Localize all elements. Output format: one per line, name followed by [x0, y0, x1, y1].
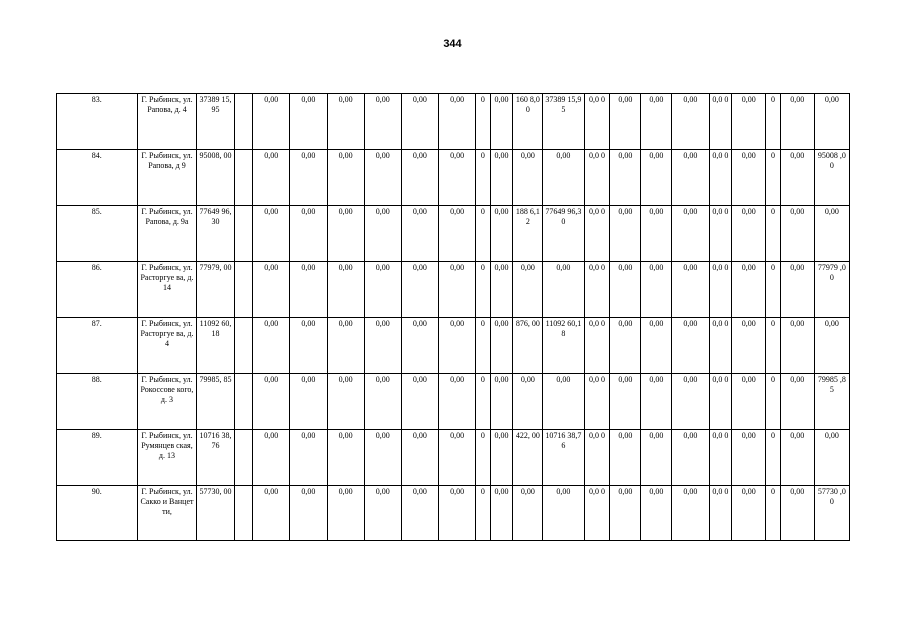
value-cell: 0,00 [641, 206, 672, 262]
value-cell: 0,00 [364, 206, 401, 262]
value-cell: 0,00 [327, 374, 364, 430]
value-cell: 0,0 0 [584, 94, 610, 150]
table-row [57, 374, 850, 430]
value-cell [234, 206, 253, 262]
total-cell: 11092 60,18 [197, 318, 234, 374]
value-cell: 0,00 [543, 374, 584, 430]
value-cell: 0,00 [610, 150, 641, 206]
table-row [57, 150, 850, 206]
value-cell: 0,00 [290, 318, 327, 374]
value-cell: 0 [476, 318, 490, 374]
value-cell: 0,0 0 [709, 262, 732, 318]
value-cell: 0,00 [543, 486, 584, 541]
value-cell: 0 [766, 206, 780, 262]
value-cell: 0,0 0 [584, 374, 610, 430]
value-cell: 0,00 [732, 486, 766, 541]
value-cell: 0,00 [253, 486, 290, 541]
address-cell: Г. Рыбинск, ул. Рапова, д. 4 [137, 94, 197, 150]
value-cell: 0,00 [401, 430, 438, 486]
value-cell: 0,00 [814, 94, 849, 150]
value-cell: 0,00 [780, 430, 814, 486]
value-cell: 0,00 [490, 486, 513, 541]
value-cell: 0,00 [253, 206, 290, 262]
value-cell: 0,00 [253, 374, 290, 430]
value-cell: 0 [766, 430, 780, 486]
value-cell: 0,00 [364, 262, 401, 318]
total-cell: 57730, 00 [197, 486, 234, 541]
value-cell: 37389 15,95 [543, 94, 584, 150]
total-cell: 95008, 00 [197, 150, 234, 206]
value-cell: 0,00 [364, 486, 401, 541]
value-cell: 0 [476, 206, 490, 262]
value-cell: 0,00 [780, 486, 814, 541]
value-cell: 0,00 [610, 486, 641, 541]
value-cell: 0,00 [290, 374, 327, 430]
value-cell: 0,00 [327, 486, 364, 541]
value-cell: 0,00 [401, 150, 438, 206]
value-cell: 0 [766, 486, 780, 541]
value-cell: 0,00 [672, 374, 709, 430]
value-cell: 0 [766, 94, 780, 150]
row-number-cell: 90. [57, 486, 138, 541]
value-cell: 0 [476, 262, 490, 318]
value-cell: 0,00 [327, 94, 364, 150]
address-cell: Г. Рыбинск, ул. Рапова, д. 9а [137, 206, 197, 262]
value-cell: 0,00 [513, 486, 543, 541]
value-cell: 0,00 [732, 262, 766, 318]
value-cell: 0,00 [253, 318, 290, 374]
value-cell: 0,00 [327, 262, 364, 318]
value-cell: 0,00 [513, 374, 543, 430]
value-cell: 0,00 [610, 262, 641, 318]
value-cell: 0,00 [253, 430, 290, 486]
value-cell: 0,00 [672, 430, 709, 486]
value-cell: 0,00 [290, 206, 327, 262]
value-cell: 0,0 0 [709, 374, 732, 430]
value-cell: 0,0 0 [709, 206, 732, 262]
value-cell: 77979 ,00 [814, 262, 849, 318]
row-number-cell: 84. [57, 150, 138, 206]
value-cell: 0 [766, 150, 780, 206]
value-cell: 0,00 [364, 94, 401, 150]
value-cell: 0,0 0 [584, 486, 610, 541]
address-cell: Г. Рыбинск, ул. Румянцев ская, д. 13 [137, 430, 197, 486]
value-cell: 0,00 [253, 94, 290, 150]
value-cell: 0,00 [610, 206, 641, 262]
table-row [57, 430, 850, 486]
value-cell: 11092 60,18 [543, 318, 584, 374]
row-number-cell: 88. [57, 374, 138, 430]
value-cell: 0,0 0 [584, 150, 610, 206]
value-cell: 0,00 [401, 374, 438, 430]
row-number-cell: 85. [57, 206, 138, 262]
value-cell: 0,00 [732, 430, 766, 486]
value-cell: 0,00 [610, 94, 641, 150]
value-cell: 0,00 [253, 262, 290, 318]
value-cell: 0,00 [401, 262, 438, 318]
value-cell: 0,0 0 [584, 318, 610, 374]
value-cell: 0,00 [814, 318, 849, 374]
value-cell: 0,0 0 [709, 150, 732, 206]
value-cell: 0,00 [439, 150, 476, 206]
value-cell: 0,00 [490, 430, 513, 486]
total-cell: 77649 96,30 [197, 206, 234, 262]
value-cell: 0 [766, 262, 780, 318]
value-cell: 0,0 0 [584, 206, 610, 262]
value-cell: 0,00 [290, 150, 327, 206]
value-cell: 0 [476, 94, 490, 150]
value-cell: 0,00 [439, 374, 476, 430]
value-cell: 0 [766, 374, 780, 430]
address-cell: Г. Рыбинск, ул. Расторгуе ва, д. 4 [137, 318, 197, 374]
value-cell: 0,00 [327, 150, 364, 206]
value-cell: 0,00 [490, 262, 513, 318]
total-cell: 37389 15,95 [197, 94, 234, 150]
value-cell: 0,00 [780, 262, 814, 318]
value-cell: 0,00 [641, 262, 672, 318]
value-cell: 0,00 [290, 94, 327, 150]
value-cell: 0,00 [732, 94, 766, 150]
address-cell: Г. Рыбинск, ул. Рокоссове кого, д. 3 [137, 374, 197, 430]
value-cell [234, 150, 253, 206]
value-cell: 0,00 [513, 150, 543, 206]
row-number-cell: 89. [57, 430, 138, 486]
table-row [57, 94, 850, 150]
value-cell: 0,00 [814, 430, 849, 486]
row-number-cell: 86. [57, 262, 138, 318]
value-cell: 0,00 [401, 206, 438, 262]
value-cell: 0,00 [732, 374, 766, 430]
value-cell: 0,00 [672, 94, 709, 150]
value-cell: 0,00 [327, 430, 364, 486]
address-cell: Г. Рыбинск, ул. Расторгуе ва, д. 14 [137, 262, 197, 318]
value-cell: 0 [766, 318, 780, 374]
total-cell: 79985, 85 [197, 374, 234, 430]
value-cell: 0,00 [401, 318, 438, 374]
value-cell: 0,00 [780, 318, 814, 374]
value-cell: 0,00 [439, 206, 476, 262]
value-cell: 95008 ,00 [814, 150, 849, 206]
value-cell [234, 94, 253, 150]
value-cell: 0,00 [732, 150, 766, 206]
value-cell: 0,00 [490, 150, 513, 206]
value-cell: 0,00 [610, 374, 641, 430]
value-cell: 0,00 [490, 94, 513, 150]
value-cell: 77649 96,30 [543, 206, 584, 262]
value-cell [234, 374, 253, 430]
value-cell: 0,0 0 [709, 318, 732, 374]
table-row [57, 206, 850, 262]
value-cell: 0,00 [327, 318, 364, 374]
value-cell: 0,00 [641, 430, 672, 486]
value-cell: 0,00 [439, 318, 476, 374]
value-cell: 0 [476, 374, 490, 430]
value-cell: 0,0 0 [709, 94, 732, 150]
table-row [57, 262, 850, 318]
value-cell: 0,00 [672, 150, 709, 206]
value-cell: 0,00 [672, 486, 709, 541]
value-cell: 0,00 [780, 206, 814, 262]
value-cell: 0 [476, 430, 490, 486]
value-cell [234, 430, 253, 486]
row-number-cell: 87. [57, 318, 138, 374]
value-cell: 0,00 [610, 318, 641, 374]
value-cell: 876, 00 [513, 318, 543, 374]
value-cell: 0,00 [364, 430, 401, 486]
value-cell [234, 318, 253, 374]
value-cell: 0,00 [543, 150, 584, 206]
value-cell: 0,00 [401, 486, 438, 541]
value-cell: 0,00 [814, 206, 849, 262]
value-cell: 57730 ,00 [814, 486, 849, 541]
value-cell: 0,00 [364, 318, 401, 374]
value-cell: 0,00 [513, 262, 543, 318]
value-cell: 0 [476, 150, 490, 206]
address-cell: Г. Рыбинск, ул. Сакко и Ванцетти, [137, 486, 197, 541]
value-cell: 0,00 [439, 430, 476, 486]
total-cell: 77979, 00 [197, 262, 234, 318]
value-cell: 0,0 0 [584, 430, 610, 486]
value-cell: 0,00 [490, 206, 513, 262]
value-cell: 0,00 [672, 206, 709, 262]
value-cell: 0,00 [672, 318, 709, 374]
value-cell: 0,00 [780, 150, 814, 206]
value-cell: 422, 00 [513, 430, 543, 486]
value-cell: 0,00 [732, 206, 766, 262]
value-cell: 0,00 [490, 374, 513, 430]
row-number-cell: 83. [57, 94, 138, 150]
value-cell: 0,00 [780, 374, 814, 430]
value-cell [234, 262, 253, 318]
value-cell: 188 6,12 [513, 206, 543, 262]
value-cell: 79985 ,85 [814, 374, 849, 430]
value-cell: 0,00 [439, 262, 476, 318]
value-cell: 0,00 [401, 94, 438, 150]
value-cell: 0,00 [641, 486, 672, 541]
value-cell: 0,00 [641, 374, 672, 430]
value-cell: 0,00 [439, 94, 476, 150]
table-body [57, 94, 850, 541]
value-cell: 0,00 [439, 486, 476, 541]
table-row [57, 486, 850, 541]
value-cell: 0 [476, 486, 490, 541]
value-cell [234, 486, 253, 541]
value-cell: 0,00 [641, 94, 672, 150]
value-cell: 0,0 0 [709, 430, 732, 486]
table-row [57, 318, 850, 374]
value-cell: 0,00 [610, 430, 641, 486]
page-number: 344 [443, 38, 462, 50]
value-cell: 0,00 [290, 486, 327, 541]
value-cell: 0,00 [364, 374, 401, 430]
value-cell: 0,00 [732, 318, 766, 374]
value-cell: 0,00 [290, 430, 327, 486]
value-cell: 0,00 [327, 206, 364, 262]
value-cell: 0,00 [672, 262, 709, 318]
value-cell: 0,0 0 [709, 486, 732, 541]
value-cell: 0,00 [364, 150, 401, 206]
value-cell: 0,00 [641, 150, 672, 206]
value-cell: 0,00 [490, 318, 513, 374]
value-cell: 10716 38,76 [543, 430, 584, 486]
value-cell: 0,00 [641, 318, 672, 374]
data-table [56, 93, 850, 541]
value-cell: 0,0 0 [584, 262, 610, 318]
value-cell: 0,00 [780, 94, 814, 150]
value-cell: 0,00 [290, 262, 327, 318]
total-cell: 10716 38,76 [197, 430, 234, 486]
value-cell: 160 8,00 [513, 94, 543, 150]
value-cell: 0,00 [253, 150, 290, 206]
address-cell: Г. Рыбинск, ул. Рапова, д 9 [137, 150, 197, 206]
value-cell: 0,00 [543, 262, 584, 318]
